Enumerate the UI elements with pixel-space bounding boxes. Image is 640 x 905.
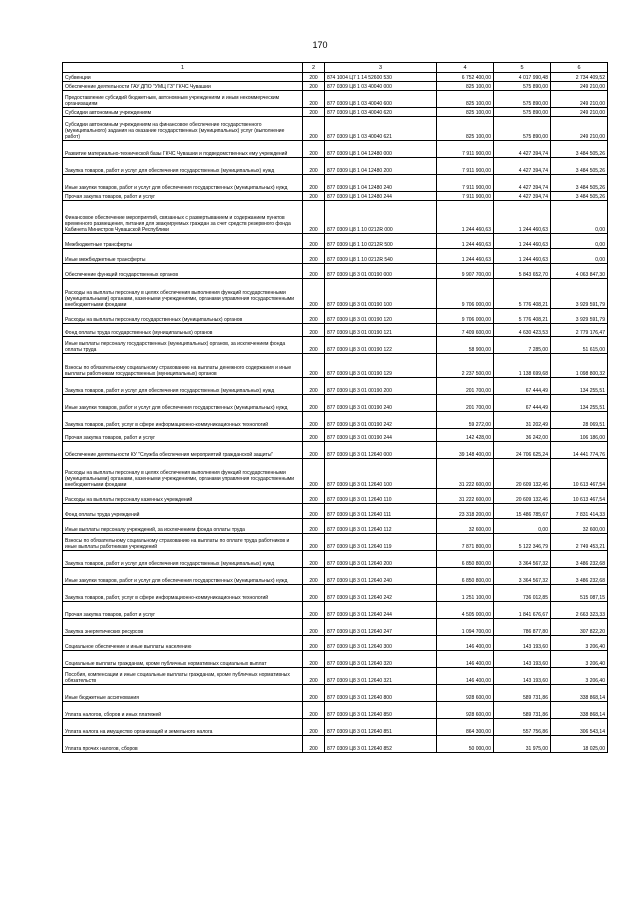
approved-amount-cell: 1 244 460,63 xyxy=(437,249,494,264)
approved-amount-cell: 7 409 600,00 xyxy=(437,324,494,337)
table-row xyxy=(63,279,608,309)
budget-classification-code-cell: 877 0309 Ц8 3 01 12640 111 xyxy=(325,504,437,519)
executed-amount-cell: 15 486 785,67 xyxy=(494,504,551,519)
unexecuted-amount-cell: 0,00 xyxy=(551,234,608,249)
line-code-cell: 200 xyxy=(303,651,325,668)
budget-classification-code-cell: 874 1004 Ц7 1 14 52600 530 xyxy=(325,73,437,82)
approved-amount-cell: 7 911 900,00 xyxy=(437,141,494,158)
executed-amount-cell: 1 244 460,63 xyxy=(494,234,551,249)
unexecuted-amount-cell: 4 063 847,30 xyxy=(551,264,608,279)
approved-amount-cell: 928 600,00 xyxy=(437,685,494,702)
approved-amount-cell: 7 911 900,00 xyxy=(437,175,494,192)
unexecuted-amount-cell: 515 087,15 xyxy=(551,585,608,602)
unexecuted-amount-cell: 3 484 505,26 xyxy=(551,158,608,175)
approved-amount-cell: 58 900,00 xyxy=(437,337,494,354)
expense-name-cell: Обеспечение деятельности ГАУ ДПО "УМЦ ГЗ" ГКЧС Чувашии xyxy=(63,82,303,91)
budget-classification-code-cell: 877 0309 Ц8 1 04 12480 200 xyxy=(325,158,437,175)
line-code-cell: 200 xyxy=(303,141,325,158)
budget-classification-code-cell: 877 0309 Ц8 3 01 00190 122 xyxy=(325,337,437,354)
line-code-cell: 200 xyxy=(303,354,325,378)
budget-classification-code-cell: 877 0309 Ц8 3 01 12640 000 xyxy=(325,442,437,459)
table-row xyxy=(63,108,608,117)
line-code-cell: 200 xyxy=(303,264,325,279)
expense-name-cell: Расходы на выплаты персоналу в целях обеспечения выполнения функций государственными (муниципальными) органами, казенными учреждениями, органами управления государственными внебюджетными фондами xyxy=(63,459,303,489)
expense-name-cell: Закупка энергетических ресурсов xyxy=(63,619,303,636)
unexecuted-amount-cell: 2 663 323,33 xyxy=(551,602,608,619)
expense-name-cell: Иные бюджетные ассигнования xyxy=(63,685,303,702)
line-code-cell: 200 xyxy=(303,429,325,442)
approved-amount-cell: 7 911 900,00 xyxy=(437,158,494,175)
expense-name-cell: Иные межбюджетные трансферты xyxy=(63,249,303,264)
approved-amount-cell: 31 222 600,00 xyxy=(437,459,494,489)
budget-classification-code-cell: 877 0309 Ц8 3 01 00190 242 xyxy=(325,412,437,429)
executed-amount-cell: 20 609 132,46 xyxy=(494,489,551,504)
expense-name-cell: Закупка товаров, работ, услуг в сфере информационно-коммуникационных технологий xyxy=(63,412,303,429)
expense-name-cell: Расходы на выплаты персоналу в целях обеспечения выполнения функций государственными (муниципальными) органами, казенными учреждениями, органами управления государственными внебюджетными фондами xyxy=(63,279,303,309)
unexecuted-amount-cell: 0,00 xyxy=(551,201,608,234)
line-code-cell: 200 xyxy=(303,702,325,719)
approved-amount-cell: 9 907 700,00 xyxy=(437,264,494,279)
approved-amount-cell: 31 222 600,00 xyxy=(437,489,494,504)
expense-name-cell: Субсидии автономным учреждениям xyxy=(63,108,303,117)
line-code-cell: 200 xyxy=(303,378,325,395)
unexecuted-amount-cell: 134 255,51 xyxy=(551,378,608,395)
budget-classification-code-cell: 877 0309 Ц8 3 01 12640 100 xyxy=(325,459,437,489)
line-code-cell: 200 xyxy=(303,636,325,651)
executed-amount-cell: 575 890,00 xyxy=(494,108,551,117)
expense-name-cell: Уплата прочих налогов, сборов xyxy=(63,736,303,753)
line-code-cell: 200 xyxy=(303,489,325,504)
line-code-cell: 200 xyxy=(303,685,325,702)
budget-classification-code-cell: 877 0309 Ц8 1 04 12480 240 xyxy=(325,175,437,192)
unexecuted-amount-cell: 3 486 232,68 xyxy=(551,568,608,585)
unexecuted-amount-cell: 3 484 505,26 xyxy=(551,175,608,192)
line-code-cell: 200 xyxy=(303,192,325,201)
approved-amount-cell: 825 100,00 xyxy=(437,91,494,108)
approved-amount-cell: 6 850 800,00 xyxy=(437,551,494,568)
approved-amount-cell: 1 094 700,00 xyxy=(437,619,494,636)
executed-amount-cell: 7 285,00 xyxy=(494,337,551,354)
table-row xyxy=(63,91,608,108)
column-header: 2 xyxy=(303,63,325,73)
table-row xyxy=(63,234,608,249)
unexecuted-amount-cell: 14 441 774,76 xyxy=(551,442,608,459)
approved-amount-cell: 23 318 200,00 xyxy=(437,504,494,519)
budget-classification-code-cell: 877 0309 Ц8 3 01 00190 121 xyxy=(325,324,437,337)
budget-execution-table xyxy=(62,62,608,753)
executed-amount-cell: 4 630 423,53 xyxy=(494,324,551,337)
line-code-cell: 200 xyxy=(303,324,325,337)
executed-amount-cell: 786 877,80 xyxy=(494,619,551,636)
executed-amount-cell: 4 427 394,74 xyxy=(494,141,551,158)
expense-name-cell: Взносы по обязательному социальному страхованию на выплаты денежного содержания и иные выплаты работникам государственных (муниципальных) органов xyxy=(63,354,303,378)
budget-classification-code-cell: 877 0309 Ц8 1 10 0212R 500 xyxy=(325,234,437,249)
expense-name-cell: Уплата налогов, сборов и иных платежей xyxy=(63,702,303,719)
unexecuted-amount-cell: 338 868,14 xyxy=(551,685,608,702)
budget-classification-code-cell: 877 0309 Ц8 3 01 00190 240 xyxy=(325,395,437,412)
table-row xyxy=(63,249,608,264)
expense-name-cell: Иные закупки товаров, работ и услуг для обеспечения государственных (муниципальных) нужд xyxy=(63,568,303,585)
expense-name-cell: Взносы по обязательному социальному страхованию на выплаты по оплате труда работников и иные выплаты работникам учреждений xyxy=(63,534,303,551)
table-row xyxy=(63,685,608,702)
executed-amount-cell: 575 890,00 xyxy=(494,82,551,91)
line-code-cell: 200 xyxy=(303,504,325,519)
budget-classification-code-cell: 877 0309 Ц8 3 01 12640 850 xyxy=(325,702,437,719)
approved-amount-cell: 6 752 400,00 xyxy=(437,73,494,82)
approved-amount-cell: 825 100,00 xyxy=(437,108,494,117)
unexecuted-amount-cell: 0,00 xyxy=(551,249,608,264)
expense-name-cell: Закупка товаров, работ и услуг для обеспечения государственных (муниципальных) нужд xyxy=(63,378,303,395)
table-row xyxy=(63,489,608,504)
line-code-cell: 200 xyxy=(303,719,325,736)
table-row xyxy=(63,668,608,685)
line-code-cell: 200 xyxy=(303,519,325,534)
approved-amount-cell: 864 300,00 xyxy=(437,719,494,736)
executed-amount-cell: 31 202,49 xyxy=(494,412,551,429)
table-row xyxy=(63,192,608,201)
executed-amount-cell: 36 242,00 xyxy=(494,429,551,442)
table-row xyxy=(63,82,608,91)
unexecuted-amount-cell: 249 210,00 xyxy=(551,117,608,141)
budget-classification-code-cell: 877 0309 Ц8 3 01 00190 129 xyxy=(325,354,437,378)
line-code-cell: 200 xyxy=(303,459,325,489)
unexecuted-amount-cell: 3 929 591,79 xyxy=(551,309,608,324)
table-row xyxy=(63,412,608,429)
column-header: 3 xyxy=(325,63,437,73)
unexecuted-amount-cell: 106 186,00 xyxy=(551,429,608,442)
approved-amount-cell: 59 272,00 xyxy=(437,412,494,429)
unexecuted-amount-cell: 10 613 467,54 xyxy=(551,489,608,504)
budget-classification-code-cell: 877 0309 Ц8 1 04 12480 244 xyxy=(325,192,437,201)
expense-name-cell: Межбюджетные трансферты xyxy=(63,234,303,249)
executed-amount-cell: 589 731,86 xyxy=(494,685,551,702)
executed-amount-cell: 24 706 625,24 xyxy=(494,442,551,459)
expense-name-cell: Закупка товаров, работ, услуг в сфере информационно-коммуникационных технологий xyxy=(63,585,303,602)
executed-amount-cell: 143 193,60 xyxy=(494,651,551,668)
expense-name-cell: Фонд оплаты труда государственных (муниципальных) органов xyxy=(63,324,303,337)
approved-amount-cell: 146 400,00 xyxy=(437,636,494,651)
column-header: 4 xyxy=(437,63,494,73)
executed-amount-cell: 1 244 460,63 xyxy=(494,201,551,234)
executed-amount-cell: 67 444,49 xyxy=(494,395,551,412)
unexecuted-amount-cell: 338 868,14 xyxy=(551,702,608,719)
line-code-cell: 200 xyxy=(303,279,325,309)
budget-classification-code-cell: 877 0309 Ц8 3 01 12640 320 xyxy=(325,651,437,668)
unexecuted-amount-cell: 51 615,00 xyxy=(551,337,608,354)
approved-amount-cell: 32 600,00 xyxy=(437,519,494,534)
line-code-cell: 200 xyxy=(303,91,325,108)
page-number: 170 xyxy=(312,40,328,50)
executed-amount-cell: 1 244 460,63 xyxy=(494,249,551,264)
line-code-cell: 200 xyxy=(303,201,325,234)
expense-name-cell: Обеспечение функций государственных органов xyxy=(63,264,303,279)
line-code-cell: 200 xyxy=(303,534,325,551)
table-row xyxy=(63,602,608,619)
table-row xyxy=(63,519,608,534)
table-row xyxy=(63,141,608,158)
budget-classification-code-cell: 877 0309 Ц8 3 01 12640 852 xyxy=(325,736,437,753)
table-row xyxy=(63,201,608,234)
budget-classification-code-cell: 877 0309 Ц8 1 03 40040 600 xyxy=(325,91,437,108)
column-header-row xyxy=(63,63,608,73)
executed-amount-cell: 557 756,86 xyxy=(494,719,551,736)
expense-name-cell: Закупка товаров, работ и услуг для обеспечения государственных (муниципальных) нужд xyxy=(63,158,303,175)
budget-classification-code-cell: 877 0309 Ц8 1 03 40040 000 xyxy=(325,82,437,91)
approved-amount-cell: 7 871 800,00 xyxy=(437,534,494,551)
table-row xyxy=(63,534,608,551)
expense-name-cell: Пособия, компенсации и иные социальные выплаты гражданам, кроме публичных нормативных обязательств xyxy=(63,668,303,685)
approved-amount-cell: 39 148 400,00 xyxy=(437,442,494,459)
approved-amount-cell: 1 244 460,63 xyxy=(437,201,494,234)
budget-classification-code-cell: 877 0309 Ц8 1 03 40040 621 xyxy=(325,117,437,141)
line-code-cell: 200 xyxy=(303,117,325,141)
line-code-cell: 200 xyxy=(303,585,325,602)
unexecuted-amount-cell: 2 779 176,47 xyxy=(551,324,608,337)
unexecuted-amount-cell: 2 734 409,52 xyxy=(551,73,608,82)
executed-amount-cell: 5 843 652,70 xyxy=(494,264,551,279)
line-code-cell: 200 xyxy=(303,249,325,264)
table-row xyxy=(63,442,608,459)
expense-name-cell: Уплата налога на имущество организаций и земельного налога xyxy=(63,719,303,736)
budget-classification-code-cell: 877 0309 Ц8 1 10 0212R 540 xyxy=(325,249,437,264)
line-code-cell: 200 xyxy=(303,412,325,429)
approved-amount-cell: 6 850 800,00 xyxy=(437,568,494,585)
approved-amount-cell: 1 251 100,00 xyxy=(437,585,494,602)
table-row xyxy=(63,551,608,568)
expense-name-cell: Субсидии автономным учреждениям на финансовое обеспечение государственного (муниципального) задания на оказание государственных (муниципальных) услуг (выполнение работ) xyxy=(63,117,303,141)
unexecuted-amount-cell: 3 486 232,68 xyxy=(551,551,608,568)
line-code-cell: 200 xyxy=(303,158,325,175)
executed-amount-cell: 575 890,00 xyxy=(494,117,551,141)
budget-classification-code-cell: 877 0309 Ц8 3 01 00190 100 xyxy=(325,279,437,309)
column-header: 1 xyxy=(63,63,303,73)
budget-classification-code-cell: 877 0309 Ц8 3 01 12640 321 xyxy=(325,668,437,685)
line-code-cell: 200 xyxy=(303,602,325,619)
executed-amount-cell: 5 122 346,79 xyxy=(494,534,551,551)
budget-classification-code-cell: 877 0309 Ц8 3 01 12640 240 xyxy=(325,568,437,585)
approved-amount-cell: 4 505 000,00 xyxy=(437,602,494,619)
executed-amount-cell: 4 427 394,74 xyxy=(494,158,551,175)
expense-name-cell: Прочая закупка товаров, работ и услуг xyxy=(63,192,303,201)
line-code-cell: 200 xyxy=(303,568,325,585)
expense-name-cell: Иные закупки товаров, работ и услуг для обеспечения государственных (муниципальных) нужд xyxy=(63,395,303,412)
line-code-cell: 200 xyxy=(303,337,325,354)
line-code-cell: 200 xyxy=(303,442,325,459)
expense-name-cell: Расходы на выплаты персоналу государственных (муниципальных) органов xyxy=(63,309,303,324)
table-row xyxy=(63,459,608,489)
unexecuted-amount-cell: 249 210,00 xyxy=(551,108,608,117)
executed-amount-cell: 1 138 699,68 xyxy=(494,354,551,378)
line-code-cell: 200 xyxy=(303,551,325,568)
expense-name-cell: Прочая закупка товаров, работ и услуг xyxy=(63,429,303,442)
executed-amount-cell: 31 975,00 xyxy=(494,736,551,753)
executed-amount-cell: 143 193,60 xyxy=(494,668,551,685)
unexecuted-amount-cell: 3 206,40 xyxy=(551,668,608,685)
budget-classification-code-cell: 877 0309 Ц8 1 04 12480 000 xyxy=(325,141,437,158)
expense-name-cell: Иные выплаты персоналу учреждений, за исключением фонда оплаты труда xyxy=(63,519,303,534)
table-row xyxy=(63,117,608,141)
executed-amount-cell: 736 012,85 xyxy=(494,585,551,602)
line-code-cell: 200 xyxy=(303,309,325,324)
line-code-cell: 200 xyxy=(303,234,325,249)
unexecuted-amount-cell: 10 613 467,54 xyxy=(551,459,608,489)
executed-amount-cell: 5 776 408,21 xyxy=(494,309,551,324)
expense-name-cell: Прочая закупка товаров, работ и услуг xyxy=(63,602,303,619)
table-row xyxy=(63,309,608,324)
budget-classification-code-cell: 877 0309 Ц8 3 01 12640 242 xyxy=(325,585,437,602)
column-header: 6 xyxy=(551,63,608,73)
budget-classification-code-cell: 877 0309 Ц8 3 01 12640 200 xyxy=(325,551,437,568)
table-row xyxy=(63,264,608,279)
approved-amount-cell: 928 600,00 xyxy=(437,702,494,719)
executed-amount-cell: 3 364 567,32 xyxy=(494,568,551,585)
approved-amount-cell: 1 244 460,63 xyxy=(437,234,494,249)
budget-classification-code-cell: 877 0309 Ц8 3 01 12640 800 xyxy=(325,685,437,702)
table-row xyxy=(63,354,608,378)
line-code-cell: 200 xyxy=(303,108,325,117)
executed-amount-cell: 1 841 676,67 xyxy=(494,602,551,619)
unexecuted-amount-cell: 3 206,40 xyxy=(551,636,608,651)
unexecuted-amount-cell: 28 069,51 xyxy=(551,412,608,429)
expense-name-cell: Социальное обеспечение и иные выплаты населению xyxy=(63,636,303,651)
table-row xyxy=(63,378,608,395)
expense-name-cell: Расходы на выплаты персоналу казенных учреждений xyxy=(63,489,303,504)
expense-name-cell: Обеспечение деятельности КУ "Служба обеспечения мероприятий гражданской защиты" xyxy=(63,442,303,459)
unexecuted-amount-cell: 18 025,00 xyxy=(551,736,608,753)
budget-classification-code-cell: 877 0309 Ц8 3 01 00190 000 xyxy=(325,264,437,279)
budget-classification-code-cell: 877 0309 Ц8 3 01 00190 200 xyxy=(325,378,437,395)
expense-name-cell: Закупка товаров, работ и услуг для обеспечения государственных (муниципальных) нужд xyxy=(63,551,303,568)
executed-amount-cell: 0,00 xyxy=(494,519,551,534)
table-row xyxy=(63,568,608,585)
unexecuted-amount-cell: 307 822,20 xyxy=(551,619,608,636)
approved-amount-cell: 7 911 900,00 xyxy=(437,192,494,201)
table-row xyxy=(63,175,608,192)
executed-amount-cell: 4 427 394,74 xyxy=(494,192,551,201)
expense-name-cell: Развитие материально-технической базы ГКЧС Чувашии и подведомственных ему учреждений xyxy=(63,141,303,158)
budget-classification-code-cell: 877 0309 Ц8 3 01 00190 120 xyxy=(325,309,437,324)
budget-classification-code-cell: 877 0309 Ц8 3 01 12640 300 xyxy=(325,636,437,651)
table-row xyxy=(63,702,608,719)
approved-amount-cell: 201 700,00 xyxy=(437,378,494,395)
budget-classification-code-cell: 877 0309 Ц8 3 01 12640 851 xyxy=(325,719,437,736)
budget-classification-code-cell: 877 0309 Ц8 3 01 12640 247 xyxy=(325,619,437,636)
table-row xyxy=(63,619,608,636)
approved-amount-cell: 142 428,00 xyxy=(437,429,494,442)
unexecuted-amount-cell: 3 484 505,26 xyxy=(551,141,608,158)
approved-amount-cell: 201 700,00 xyxy=(437,395,494,412)
table-row xyxy=(63,651,608,668)
table-row xyxy=(63,719,608,736)
line-code-cell: 200 xyxy=(303,175,325,192)
expense-name-cell: Финансовое обеспечение мероприятий, связанных с развертыванием и содержанием пунктов временного размещения, питания для эвакуируемых граждан за счет средств резервного фонда Кабинета Министров Чувашской Республики xyxy=(63,201,303,234)
unexecuted-amount-cell: 249 210,00 xyxy=(551,82,608,91)
unexecuted-amount-cell: 134 255,51 xyxy=(551,395,608,412)
executed-amount-cell: 4 017 990,48 xyxy=(494,73,551,82)
approved-amount-cell: 9 706 000,00 xyxy=(437,309,494,324)
unexecuted-amount-cell: 249 210,00 xyxy=(551,91,608,108)
budget-classification-code-cell: 877 0309 Ц8 1 03 40040 620 xyxy=(325,108,437,117)
column-header: 5 xyxy=(494,63,551,73)
unexecuted-amount-cell: 7 831 414,33 xyxy=(551,504,608,519)
line-code-cell: 200 xyxy=(303,82,325,91)
table-row xyxy=(63,337,608,354)
table-row xyxy=(63,429,608,442)
expense-name-cell: Предоставление субсидий бюджетным, автономным учреждениям и иным некоммерческим организациям xyxy=(63,91,303,108)
approved-amount-cell: 146 400,00 xyxy=(437,651,494,668)
table-row xyxy=(63,73,608,82)
unexecuted-amount-cell: 32 600,00 xyxy=(551,519,608,534)
unexecuted-amount-cell: 3 929 591,79 xyxy=(551,279,608,309)
executed-amount-cell: 5 776 408,21 xyxy=(494,279,551,309)
line-code-cell: 200 xyxy=(303,668,325,685)
expense-name-cell: Субвенции xyxy=(63,73,303,82)
table-row xyxy=(63,504,608,519)
budget-classification-code-cell: 877 0309 Ц8 3 01 12640 119 xyxy=(325,534,437,551)
unexecuted-amount-cell: 306 543,14 xyxy=(551,719,608,736)
approved-amount-cell: 9 706 000,00 xyxy=(437,279,494,309)
executed-amount-cell: 67 444,49 xyxy=(494,378,551,395)
unexecuted-amount-cell: 3 206,40 xyxy=(551,651,608,668)
approved-amount-cell: 50 000,00 xyxy=(437,736,494,753)
executed-amount-cell: 143 193,60 xyxy=(494,636,551,651)
line-code-cell: 200 xyxy=(303,619,325,636)
table-row xyxy=(63,585,608,602)
line-code-cell: 200 xyxy=(303,395,325,412)
budget-classification-code-cell: 877 0309 Ц8 3 01 00190 244 xyxy=(325,429,437,442)
expense-name-cell: Социальные выплаты гражданам, кроме публичных нормативных социальных выплат xyxy=(63,651,303,668)
unexecuted-amount-cell: 3 484 505,26 xyxy=(551,192,608,201)
table-row xyxy=(63,736,608,753)
line-code-cell: 200 xyxy=(303,736,325,753)
budget-classification-code-cell: 877 0309 Ц8 1 10 0212R 000 xyxy=(325,201,437,234)
budget-classification-code-cell: 877 0309 Ц8 3 01 12640 112 xyxy=(325,519,437,534)
executed-amount-cell: 589 731,86 xyxy=(494,702,551,719)
executed-amount-cell: 20 609 132,46 xyxy=(494,459,551,489)
table-row xyxy=(63,158,608,175)
executed-amount-cell: 3 364 567,32 xyxy=(494,551,551,568)
unexecuted-amount-cell: 1 098 800,32 xyxy=(551,354,608,378)
approved-amount-cell: 825 100,00 xyxy=(437,117,494,141)
table-row xyxy=(63,324,608,337)
expense-name-cell: Иные закупки товаров, работ и услуг для обеспечения государственных (муниципальных) нужд xyxy=(63,175,303,192)
approved-amount-cell: 825 100,00 xyxy=(437,82,494,91)
approved-amount-cell: 2 237 500,00 xyxy=(437,354,494,378)
executed-amount-cell: 575 890,00 xyxy=(494,91,551,108)
expense-name-cell: Иные выплаты персоналу государственных (муниципальных) органов, за исключением фонда оплаты труда xyxy=(63,337,303,354)
table-row xyxy=(63,395,608,412)
budget-classification-code-cell: 877 0309 Ц8 3 01 12640 110 xyxy=(325,489,437,504)
budget-classification-code-cell: 877 0309 Ц8 3 01 12640 244 xyxy=(325,602,437,619)
line-code-cell: 200 xyxy=(303,73,325,82)
unexecuted-amount-cell: 2 749 453,21 xyxy=(551,534,608,551)
executed-amount-cell: 4 427 394,74 xyxy=(494,175,551,192)
approved-amount-cell: 146 400,00 xyxy=(437,668,494,685)
table-row xyxy=(63,636,608,651)
expense-name-cell: Фонд оплаты труда учреждений xyxy=(63,504,303,519)
